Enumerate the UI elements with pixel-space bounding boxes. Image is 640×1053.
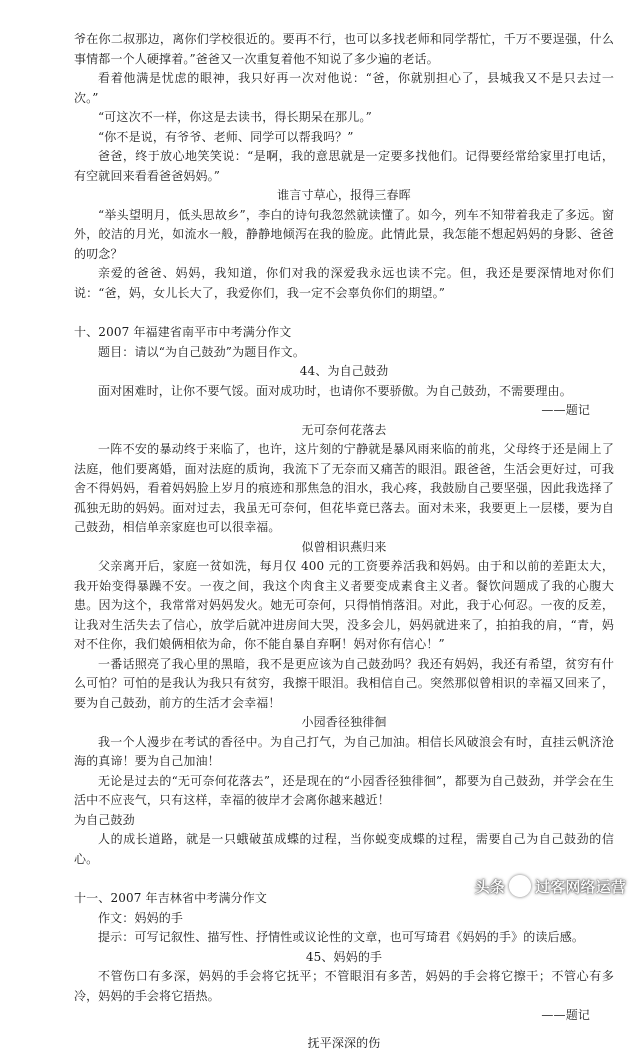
essay-topic: 题目：请以“为自己鼓劲”为题目作文。 xyxy=(74,343,614,363)
paragraph: 我一个人漫步在考试的香径中。为自己打气，为自己加油。相信长风破浪会有时，直挂云帆济沧海的真谛！要为自己加油！ xyxy=(74,733,614,772)
essay-motto: 不管伤口有多深，妈妈的手会将它抚平；不管眼泪有多苦，妈妈的手会将它擦干；不管心有多冷，妈妈的手会将它捂热。 xyxy=(74,967,614,1006)
inscription: ——题记 xyxy=(74,1006,614,1026)
paragraph: 无论是过去的“无可奈何花落去”，还是现在的“小园香径独徘徊”，都要为自己鼓劲，并学会在生活中不应丧气，只有这样，幸福的彼岸才会离你越来越近！ xyxy=(74,772,614,811)
paragraph: 亲爱的爸爸、妈妈，我知道，你们对我的深爱我永远也读不完。但，我还是要深情地对你们说：“爸，妈，女儿长大了，我爱你们，我一定不会辜负你们的期望。” xyxy=(74,264,614,303)
inscription: ——题记 xyxy=(74,401,614,421)
paragraph: 父亲离开后，家庭一贫如洗，每月仅 400 元的工资要养活我和妈妈。由于和以前的差距太大，我开始变得暴躁不安。一夜之间，我这个肉食主义者要变成素食主义者。餐饮问题成了我的心腹大患。因为这个，我常常对妈妈发火。她无可奈何，只得悄悄落泪。对此，我于心何忍。一夜的反差，让我对生活失去了信心，放学后就冲进房间大哭，没多会儿，妈妈就进来了，拍拍我的肩，“青，妈对不住你，我们娘俩相依为命，你不能自暴自弃啊！妈对你有信心！” xyxy=(74,557,614,655)
essay-hint: 提示：可写记叙性、描写性、抒情性或议论性的文章，也可写琦君《妈妈的手》的读后感。 xyxy=(74,928,614,948)
watermark-prefix: 头条 xyxy=(475,876,505,897)
document-page xyxy=(74,30,614,1053)
essay-motto: 面对困难时，让你不要气馁。面对成功时，也请你不要骄傲。为自己鼓劲，不需要理由。 xyxy=(74,382,614,402)
paragraph: 爸爸，终于放心地笑笑说：“是啊，我的意思就是一定要多找他们。记得要经常给家里打电话，有空就回来看看爸爸妈妈。” xyxy=(74,147,614,186)
paragraph: 爷在你二叔那边，离你们学校很近的。要再不行，也可以多找老师和同学帮忙，千万不要逞强，什么事情都一个人硬撑着。”爸爸又一次重复着他不知说了多少遍的老话。 xyxy=(74,30,614,69)
section-heading: 十、2007 年福建省南平市中考满分作文 xyxy=(74,323,614,343)
subheading: 无可奈何花落去 xyxy=(74,421,614,441)
essay-topic: 作文：妈妈的手 xyxy=(74,909,614,929)
watermark xyxy=(475,875,626,897)
watermark-name: 过客网络运营 xyxy=(535,876,626,897)
paragraph: “你不是说，有爷爷、老师、同学可以帮我吗？” xyxy=(74,128,614,148)
spacer xyxy=(74,1026,614,1034)
paragraph: “举头望明月，低头思故乡”，李白的诗句我忽然就读懂了。如今，列车不知带着我走了多远。窗外，皎洁的月光，如流水一般，静静地倾泻在我的脸庞。此情此景，我怎能不想起妈妈的身影、爸爸的叨念？ xyxy=(74,206,614,265)
subheading: 抚平深深的伤 xyxy=(74,1034,614,1053)
subheading: 小园香径独徘徊 xyxy=(74,713,614,733)
paragraph: “可这次不一样，你这是去读书，得长期呆在那儿。” xyxy=(74,108,614,128)
subheading: 似曾相识燕归来 xyxy=(74,538,614,558)
essay-title: 44、为自己鼓劲 xyxy=(74,362,614,382)
paragraph: 人的成长道路，就是一只蛾破茧成蝶的过程，当你蜕变成蝶的过程，需要自己为自己鼓劲的信心。 xyxy=(74,830,614,869)
section-heading: 十一、2007 年吉林省中考满分作文 xyxy=(74,889,614,909)
paragraph: 一番话照亮了我心里的黑暗，我不是更应该为自己鼓劲吗？我还有妈妈，我还有希望，贫穷有什么可怕？可怕的是我认为我只有贫穷，我擦干眼泪。我相信自己。突然那似曾相识的幸福又回来了，要为自己鼓劲，前方的生活才会幸福！ xyxy=(74,655,614,714)
spacer xyxy=(74,303,614,323)
paragraph: 一阵不安的暴动终于来临了，也许，这片刻的宁静就是暴风雨来临的前兆，父母终于还是闹上了法庭，他们要离婚，面对法庭的质询，我流下了无奈而又痛苦的眼泪。跟爸爸，生活会更好过，可我舍不得妈妈，看着妈妈脸上岁月的痕迹和那焦急的泪水，我心疼，我鼓励自己要坚强，因此我选择了孤独无助的妈妈。面对过去，我虽无可奈何，但花毕竟已落去。面对未来，我要更上一层楼，要为自己鼓劲，相信单亲家庭也可以很幸福。 xyxy=(74,440,614,538)
subheading: 谁言寸草心，报得三春晖 xyxy=(74,186,614,206)
paragraph: 看着他满是忧虑的眼神，我只好再一次对他说：“爸，你就别担心了，县城我又不是只去过一次。” xyxy=(74,69,614,108)
essay-title: 45、妈妈的手 xyxy=(74,948,614,968)
paragraph: 为自己鼓劲 xyxy=(74,811,614,831)
at-icon xyxy=(509,875,531,897)
